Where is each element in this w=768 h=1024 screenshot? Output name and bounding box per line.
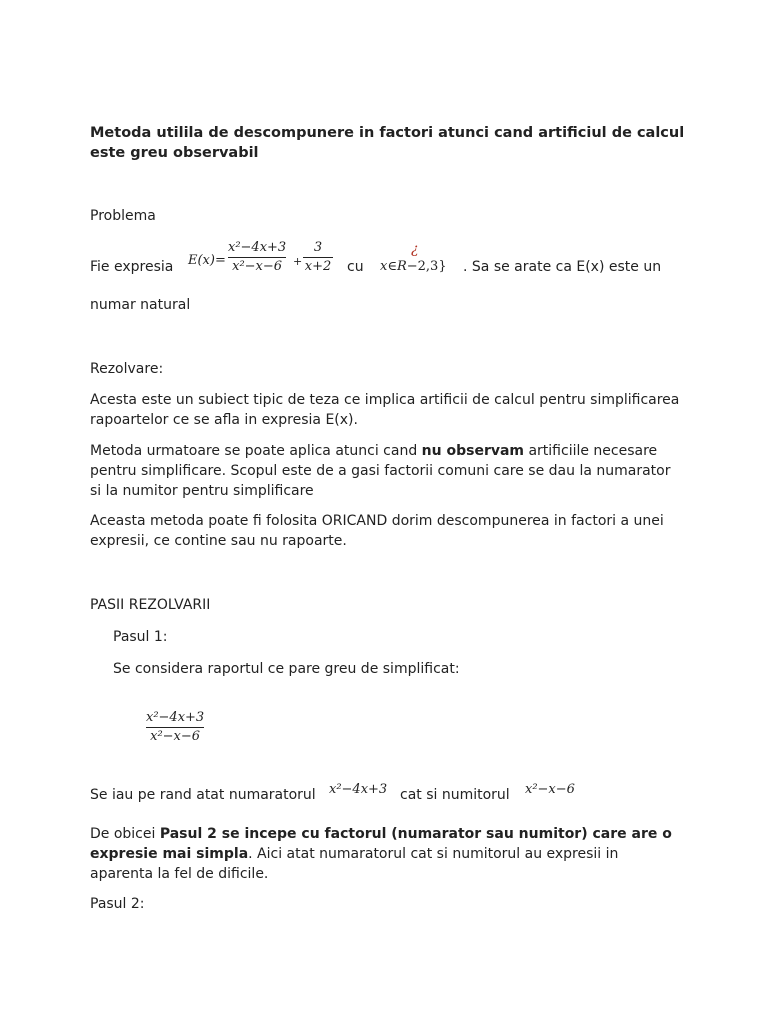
domain-glyph: ¿ [411, 241, 419, 257]
paragraph-4-emphasis: Pasul 2 se incepe cu factorul (numarator sau numitor) care are o expresie mai simpla [90, 826, 672, 862]
fraction-2-bar [303, 257, 333, 258]
fie-expresia-text: Fie expresia [90, 259, 174, 275]
pasul-2-label: Pasul 2: [90, 896, 145, 912]
paragraph-1: Acesta este un subiect tipic de teza ce implica artificii de calcul pentru simplificarea rapoartelor ce se afla in expresia E(x). [90, 392, 680, 428]
domain-prefix: x∈R− [380, 259, 418, 274]
section-pasii: PASII REZOLVARII [90, 597, 211, 613]
paragraph-2-start: Metoda urmatoare se poate aplica atunci cand [90, 443, 422, 459]
section-rezolvare: Rezolvare: [90, 361, 164, 377]
fraction-1 [228, 240, 286, 275]
paragraph-2 [90, 441, 680, 501]
fraction-2 [303, 240, 333, 275]
denominator-expression: x²−x−6 [525, 782, 575, 797]
numerator-expression: x²−4x+3 [329, 782, 388, 797]
paragraph-4-start: De obicei [90, 826, 160, 842]
ratio-numerator: x²−4x+3 [146, 710, 205, 725]
ratio-fraction [146, 710, 204, 745]
ratio-bar [146, 727, 204, 728]
pasul-1-label: Pasul 1: [113, 629, 168, 645]
section-problema: Problema [90, 208, 156, 224]
document-title: Metoda utilila de descompunere in factori atunci cand artificiul de calcul este greu observabil [90, 125, 685, 161]
domain-expression [380, 257, 447, 277]
fraction-1-numerator: x²−4x+3 [228, 240, 287, 255]
plus-sign: + [293, 255, 303, 268]
cu-text: cu [347, 259, 364, 275]
ratio-denominator: x²−x−6 [150, 729, 201, 744]
fraction-1-denominator: x²−x−6 [232, 259, 283, 274]
paragraph-4 [90, 824, 680, 884]
fraction-1-bar [228, 257, 286, 258]
paragraph-2-end: artificiile necesare pentru simplificare. Scopul este de a gasi factorii comuni care se dau la numarator si la numitor pentru simplificare [90, 443, 671, 499]
pasul-1-text: Se considera raportul ce pare greu de simplificat: [113, 661, 460, 677]
paragraph-4-end: . Aici atat numaratorul cat si numitorul au expresii in aparenta la fel de dificile. [90, 846, 619, 882]
paragraph-3: Aceasta metoda poate fi folosita ORICAND dorim descompunerea in factori a unei expresii, ce contine sau nu rapoarte. [90, 513, 664, 549]
expression-lhs: E(x)= [188, 253, 226, 268]
problem-line-2: numar natural [90, 297, 191, 313]
fraction-2-denominator: x+2 [304, 259, 332, 274]
paragraph-2-emphasis: nu observam [421, 443, 525, 459]
domain-suffix: 2,3} [417, 259, 447, 274]
se-iau-text: Se iau pe rand atat numaratorul [90, 787, 316, 803]
cat-si-numitorul-text: cat si numitorul [400, 787, 510, 803]
problem-tail: . Sa se arate ca E(x) este un [463, 259, 662, 275]
fraction-2-numerator: 3 [313, 240, 323, 255]
